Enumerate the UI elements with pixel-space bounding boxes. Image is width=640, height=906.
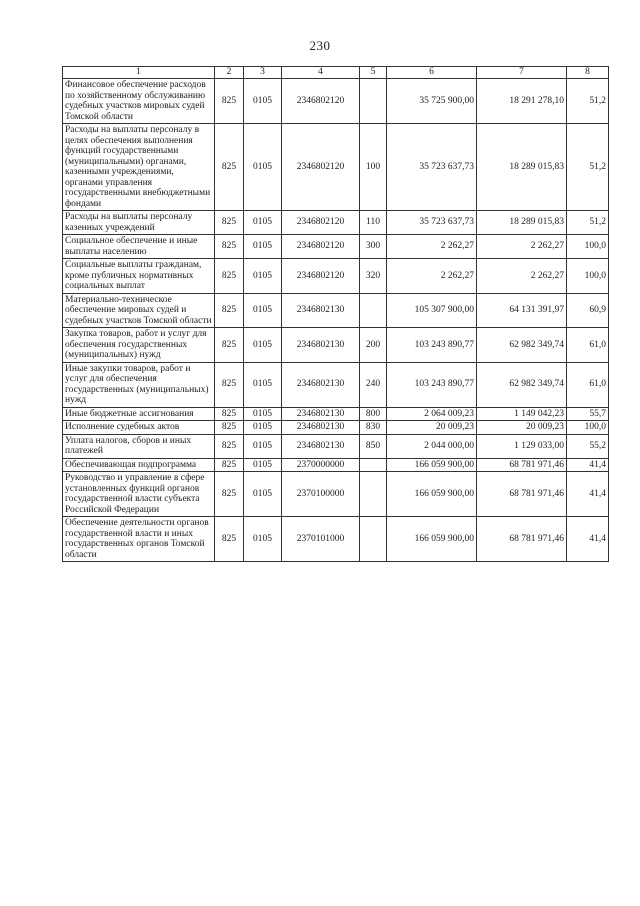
- expense-type-cell: 300: [360, 235, 387, 259]
- execution-percent-cell: 55,7: [567, 407, 609, 421]
- section-code-cell: 0105: [244, 362, 282, 407]
- section-code-cell: 0105: [244, 79, 282, 124]
- planned-amount-cell: 105 307 900,00: [387, 293, 477, 328]
- target-article-cell: 2346802130: [282, 328, 360, 363]
- target-article-cell: 2346802120: [282, 235, 360, 259]
- execution-percent-cell: 100,0: [567, 235, 609, 259]
- planned-amount-cell: 166 059 900,00: [387, 458, 477, 472]
- row-name-cell: Уплата налогов, сборов и иных платежей: [63, 434, 215, 458]
- executed-amount-cell: 64 131 391,97: [477, 293, 567, 328]
- ministry-code-cell: 825: [215, 235, 244, 259]
- planned-amount-cell: 166 059 900,00: [387, 472, 477, 517]
- planned-amount-cell: 103 243 890,77: [387, 328, 477, 363]
- section-code-cell: 0105: [244, 472, 282, 517]
- table-row: [63, 235, 609, 259]
- expense-type-cell: [360, 79, 387, 124]
- planned-amount-cell: 35 723 637,73: [387, 211, 477, 235]
- executed-amount-cell: 68 781 971,46: [477, 472, 567, 517]
- expense-type-cell: 100: [360, 124, 387, 211]
- executed-amount-cell: 68 781 971,46: [477, 458, 567, 472]
- table-row: [63, 458, 609, 472]
- planned-amount-cell: 2 064 009,23: [387, 407, 477, 421]
- section-code-cell: 0105: [244, 235, 282, 259]
- table-row: [63, 211, 609, 235]
- planned-amount-cell: 2 044 000,00: [387, 434, 477, 458]
- target-article-cell: 2370100000: [282, 472, 360, 517]
- executed-amount-cell: 18 291 278,10: [477, 79, 567, 124]
- target-article-cell: 2346802120: [282, 79, 360, 124]
- row-name-cell: Материально-техническое обеспечение мировых судей и судебных участков Томской области: [63, 293, 215, 328]
- column-header: 7: [477, 67, 567, 79]
- target-article-cell: 2370000000: [282, 458, 360, 472]
- expense-type-cell: 240: [360, 362, 387, 407]
- row-name-cell: Закупка товаров, работ и услуг для обеспечения государственных (муниципальных) нужд: [63, 328, 215, 363]
- target-article-cell: 2346802130: [282, 362, 360, 407]
- expense-type-cell: [360, 293, 387, 328]
- section-code-cell: 0105: [244, 421, 282, 435]
- expense-type-cell: 110: [360, 211, 387, 235]
- expense-type-cell: 800: [360, 407, 387, 421]
- table-row: [63, 407, 609, 421]
- ministry-code-cell: 825: [215, 79, 244, 124]
- execution-percent-cell: 51,2: [567, 211, 609, 235]
- section-code-cell: 0105: [244, 211, 282, 235]
- executed-amount-cell: 18 289 015,83: [477, 124, 567, 211]
- table-header-row: [63, 67, 609, 79]
- expense-type-cell: 850: [360, 434, 387, 458]
- planned-amount-cell: 2 262,27: [387, 235, 477, 259]
- execution-percent-cell: 41,4: [567, 472, 609, 517]
- planned-amount-cell: 35 723 637,73: [387, 124, 477, 211]
- planned-amount-cell: 20 009,23: [387, 421, 477, 435]
- section-code-cell: 0105: [244, 328, 282, 363]
- execution-percent-cell: 61,0: [567, 362, 609, 407]
- column-header: 1: [63, 67, 215, 79]
- ministry-code-cell: 825: [215, 328, 244, 363]
- row-name-cell: Расходы на выплаты персоналу казенных учреждений: [63, 211, 215, 235]
- row-name-cell: Иные закупки товаров, работ и услуг для обеспечения государственных (муниципальных) нужд: [63, 362, 215, 407]
- table-row: [63, 328, 609, 363]
- execution-percent-cell: 100,0: [567, 421, 609, 435]
- ministry-code-cell: 825: [215, 421, 244, 435]
- row-name-cell: Обеспечивающая подпрограмма: [63, 458, 215, 472]
- ministry-code-cell: 825: [215, 407, 244, 421]
- row-name-cell: Социальные выплаты гражданам, кроме публичных нормативных социальных выплат: [63, 259, 215, 294]
- target-article-cell: 2346802120: [282, 124, 360, 211]
- target-article-cell: 2346802120: [282, 211, 360, 235]
- section-code-cell: 0105: [244, 517, 282, 562]
- execution-percent-cell: 60,9: [567, 293, 609, 328]
- executed-amount-cell: 62 982 349,74: [477, 328, 567, 363]
- budget-table: [62, 66, 609, 562]
- table-row: [63, 79, 609, 124]
- executed-amount-cell: 20 009,23: [477, 421, 567, 435]
- target-article-cell: 2346802130: [282, 421, 360, 435]
- target-article-cell: 2346802120: [282, 259, 360, 294]
- target-article-cell: 2346802130: [282, 293, 360, 328]
- planned-amount-cell: 103 243 890,77: [387, 362, 477, 407]
- planned-amount-cell: 166 059 900,00: [387, 517, 477, 562]
- table-row: [63, 517, 609, 562]
- executed-amount-cell: 2 262,27: [477, 235, 567, 259]
- execution-percent-cell: 61,0: [567, 328, 609, 363]
- table-row: [63, 259, 609, 294]
- execution-percent-cell: 51,2: [567, 79, 609, 124]
- row-name-cell: Иные бюджетные ассигнования: [63, 407, 215, 421]
- table-row: [63, 362, 609, 407]
- column-header: 6: [387, 67, 477, 79]
- execution-percent-cell: 41,4: [567, 458, 609, 472]
- section-code-cell: 0105: [244, 458, 282, 472]
- section-code-cell: 0105: [244, 293, 282, 328]
- ministry-code-cell: 825: [215, 259, 244, 294]
- section-code-cell: 0105: [244, 407, 282, 421]
- ministry-code-cell: 825: [215, 434, 244, 458]
- executed-amount-cell: 2 262,27: [477, 259, 567, 294]
- expense-type-cell: 320: [360, 259, 387, 294]
- expense-type-cell: [360, 472, 387, 517]
- ministry-code-cell: 825: [215, 293, 244, 328]
- execution-percent-cell: 41,4: [567, 517, 609, 562]
- table-row: [63, 434, 609, 458]
- executed-amount-cell: 68 781 971,46: [477, 517, 567, 562]
- table-row: [63, 293, 609, 328]
- ministry-code-cell: 825: [215, 517, 244, 562]
- expense-type-cell: 830: [360, 421, 387, 435]
- row-name-cell: Социальное обеспечение и иные выплаты населению: [63, 235, 215, 259]
- target-article-cell: 2346802130: [282, 407, 360, 421]
- column-header: 3: [244, 67, 282, 79]
- section-code-cell: 0105: [244, 259, 282, 294]
- expense-type-cell: [360, 517, 387, 562]
- ministry-code-cell: 825: [215, 472, 244, 517]
- executed-amount-cell: 62 982 349,74: [477, 362, 567, 407]
- target-article-cell: 2346802130: [282, 434, 360, 458]
- row-name-cell: Руководство и управление в сфере установленных функций органов государственной власти субъекта Российской Федерации: [63, 472, 215, 517]
- row-name-cell: Исполнение судебных актов: [63, 421, 215, 435]
- table-row: [63, 421, 609, 435]
- executed-amount-cell: 18 289 015,83: [477, 211, 567, 235]
- row-name-cell: Финансовое обеспечение расходов по хозяйственному обслуживанию судебных участков мировых судей Томской области: [63, 79, 215, 124]
- ministry-code-cell: 825: [215, 124, 244, 211]
- expense-type-cell: [360, 458, 387, 472]
- planned-amount-cell: 2 262,27: [387, 259, 477, 294]
- ministry-code-cell: 825: [215, 211, 244, 235]
- execution-percent-cell: 100,0: [567, 259, 609, 294]
- target-article-cell: 2370101000: [282, 517, 360, 562]
- row-name-cell: Расходы на выплаты персоналу в целях обеспечения выполнения функций государственными (муниципальными) органами, казенными учреждениями, органами управления государственными внебюджетными фондами: [63, 124, 215, 211]
- column-header: 4: [282, 67, 360, 79]
- row-name-cell: Обеспечение деятельности органов государственной власти и иных государственных органов Томской области: [63, 517, 215, 562]
- ministry-code-cell: 825: [215, 458, 244, 472]
- ministry-code-cell: 825: [215, 362, 244, 407]
- section-code-cell: 0105: [244, 124, 282, 211]
- execution-percent-cell: 51,2: [567, 124, 609, 211]
- table-row: [63, 472, 609, 517]
- page-number: 230: [309, 38, 331, 53]
- column-header: 5: [360, 67, 387, 79]
- expense-type-cell: 200: [360, 328, 387, 363]
- execution-percent-cell: 55,2: [567, 434, 609, 458]
- executed-amount-cell: 1 149 042,23: [477, 407, 567, 421]
- table-row: [63, 124, 609, 211]
- executed-amount-cell: 1 129 033,00: [477, 434, 567, 458]
- planned-amount-cell: 35 725 900,00: [387, 79, 477, 124]
- column-header: 8: [567, 67, 609, 79]
- section-code-cell: 0105: [244, 434, 282, 458]
- column-header: 2: [215, 67, 244, 79]
